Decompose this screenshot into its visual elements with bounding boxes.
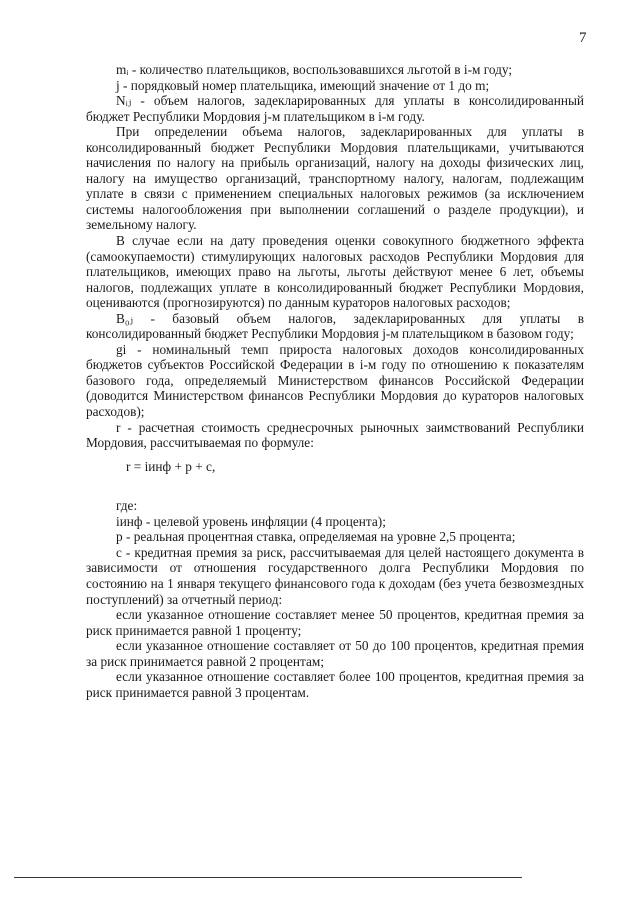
- p-definition: p - реальная процентная ставка, определяемая на уровне 2,5 процента;: [116, 529, 516, 545]
- m-definition: mᵢ - количество плательщиков, воспользовавшихся льготой в i-м году;: [116, 62, 513, 77]
- less-than-6-years-paragraph: В случае если на дату проведения оценки совокупного бюджетного эффекта (самоокупаемости) стимулирующих налоговых расходов Республики Мордовия для плательщиков, имеющих право на льготы, льготы действуют менее 6 лет, объемы налогов, подлежащих уплате в консолидированный бюджет Республики Мордовия, оцениваются (прогнозируются) по данным кураторов налоговых расходов;: [86, 233, 584, 311]
- premium-50-to-100: если указанное отношение составляет от 50 до 100 процентов, кредитная премия за риск принимается равной 2 процентам;: [86, 638, 584, 669]
- footer-divider: [14, 877, 522, 878]
- document-body: [86, 62, 584, 700]
- g-definition: gi - номинальный темп прироста налоговых доходов консолидированных бюджетов субъектов Российской Федерации в i-м году по отношению к показателям базового года, определяемый Министерством финансов Российской Федерации (доводится Министерством финансов Республики Мордовия до кураторов налоговых расходов);: [86, 341, 584, 420]
- taxes-paragraph: При определении объема налогов, задекларированных для уплаты в консолидированный бюджет Республики Мордовия плательщиками, учитываются начисления по налогу на прибыль организаций, налогу на доходы физических лиц, налогу на имущество организаций, транспортному налогу, налогам, подлежащим уплате в связи с применением специальных налоговых режимов (за исключением системы налогообложения при выполнении соглашений о разделе продукции), и земельному налогу.: [86, 124, 584, 233]
- c-definition: c - кредитная премия за риск, рассчитываемая для целей настоящего документа в зависимости от отношения государственного долга Республики Мордовия по состоянию на 1 января текущего финансового года к доходам (без учета безвозмездных поступлений) за отчетный период:: [86, 544, 584, 607]
- premium-less-50: если указанное отношение составляет менее 50 процентов, кредитная премия за риск принимается равной 1 проценту;: [86, 607, 584, 638]
- page-number: 7: [579, 30, 587, 46]
- r-definition: r - расчетная стоимость среднесрочных рыночных заимствований Республики Мордовия, рассчитываемая по формуле:: [86, 419, 584, 451]
- n-definition: Nᵢⱼ - объем налогов, задекларированных для уплаты в консолидированный бюджет Республики Мордовия j-м плательщиком в i-м году.: [86, 93, 584, 124]
- where-label: где:: [116, 498, 138, 514]
- i-inf-definition: iинф - целевой уровень инфляции (4 процента);: [116, 513, 386, 529]
- b-definition: B₀ⱼ - базовый объем налогов, задекларированных для уплаты в консолидированный бюджет Республики Мордовия j-м плательщиком в базовом году;: [86, 310, 584, 342]
- formula: r = iинф + p + c,: [126, 458, 216, 474]
- j-definition: j - порядковый номер плательщика, имеющий значение от 1 до m;: [116, 77, 490, 93]
- premium-over-100: если указанное отношение составляет более 100 процентов, кредитная премия за риск принимается равной 3 процентам.: [86, 669, 584, 700]
